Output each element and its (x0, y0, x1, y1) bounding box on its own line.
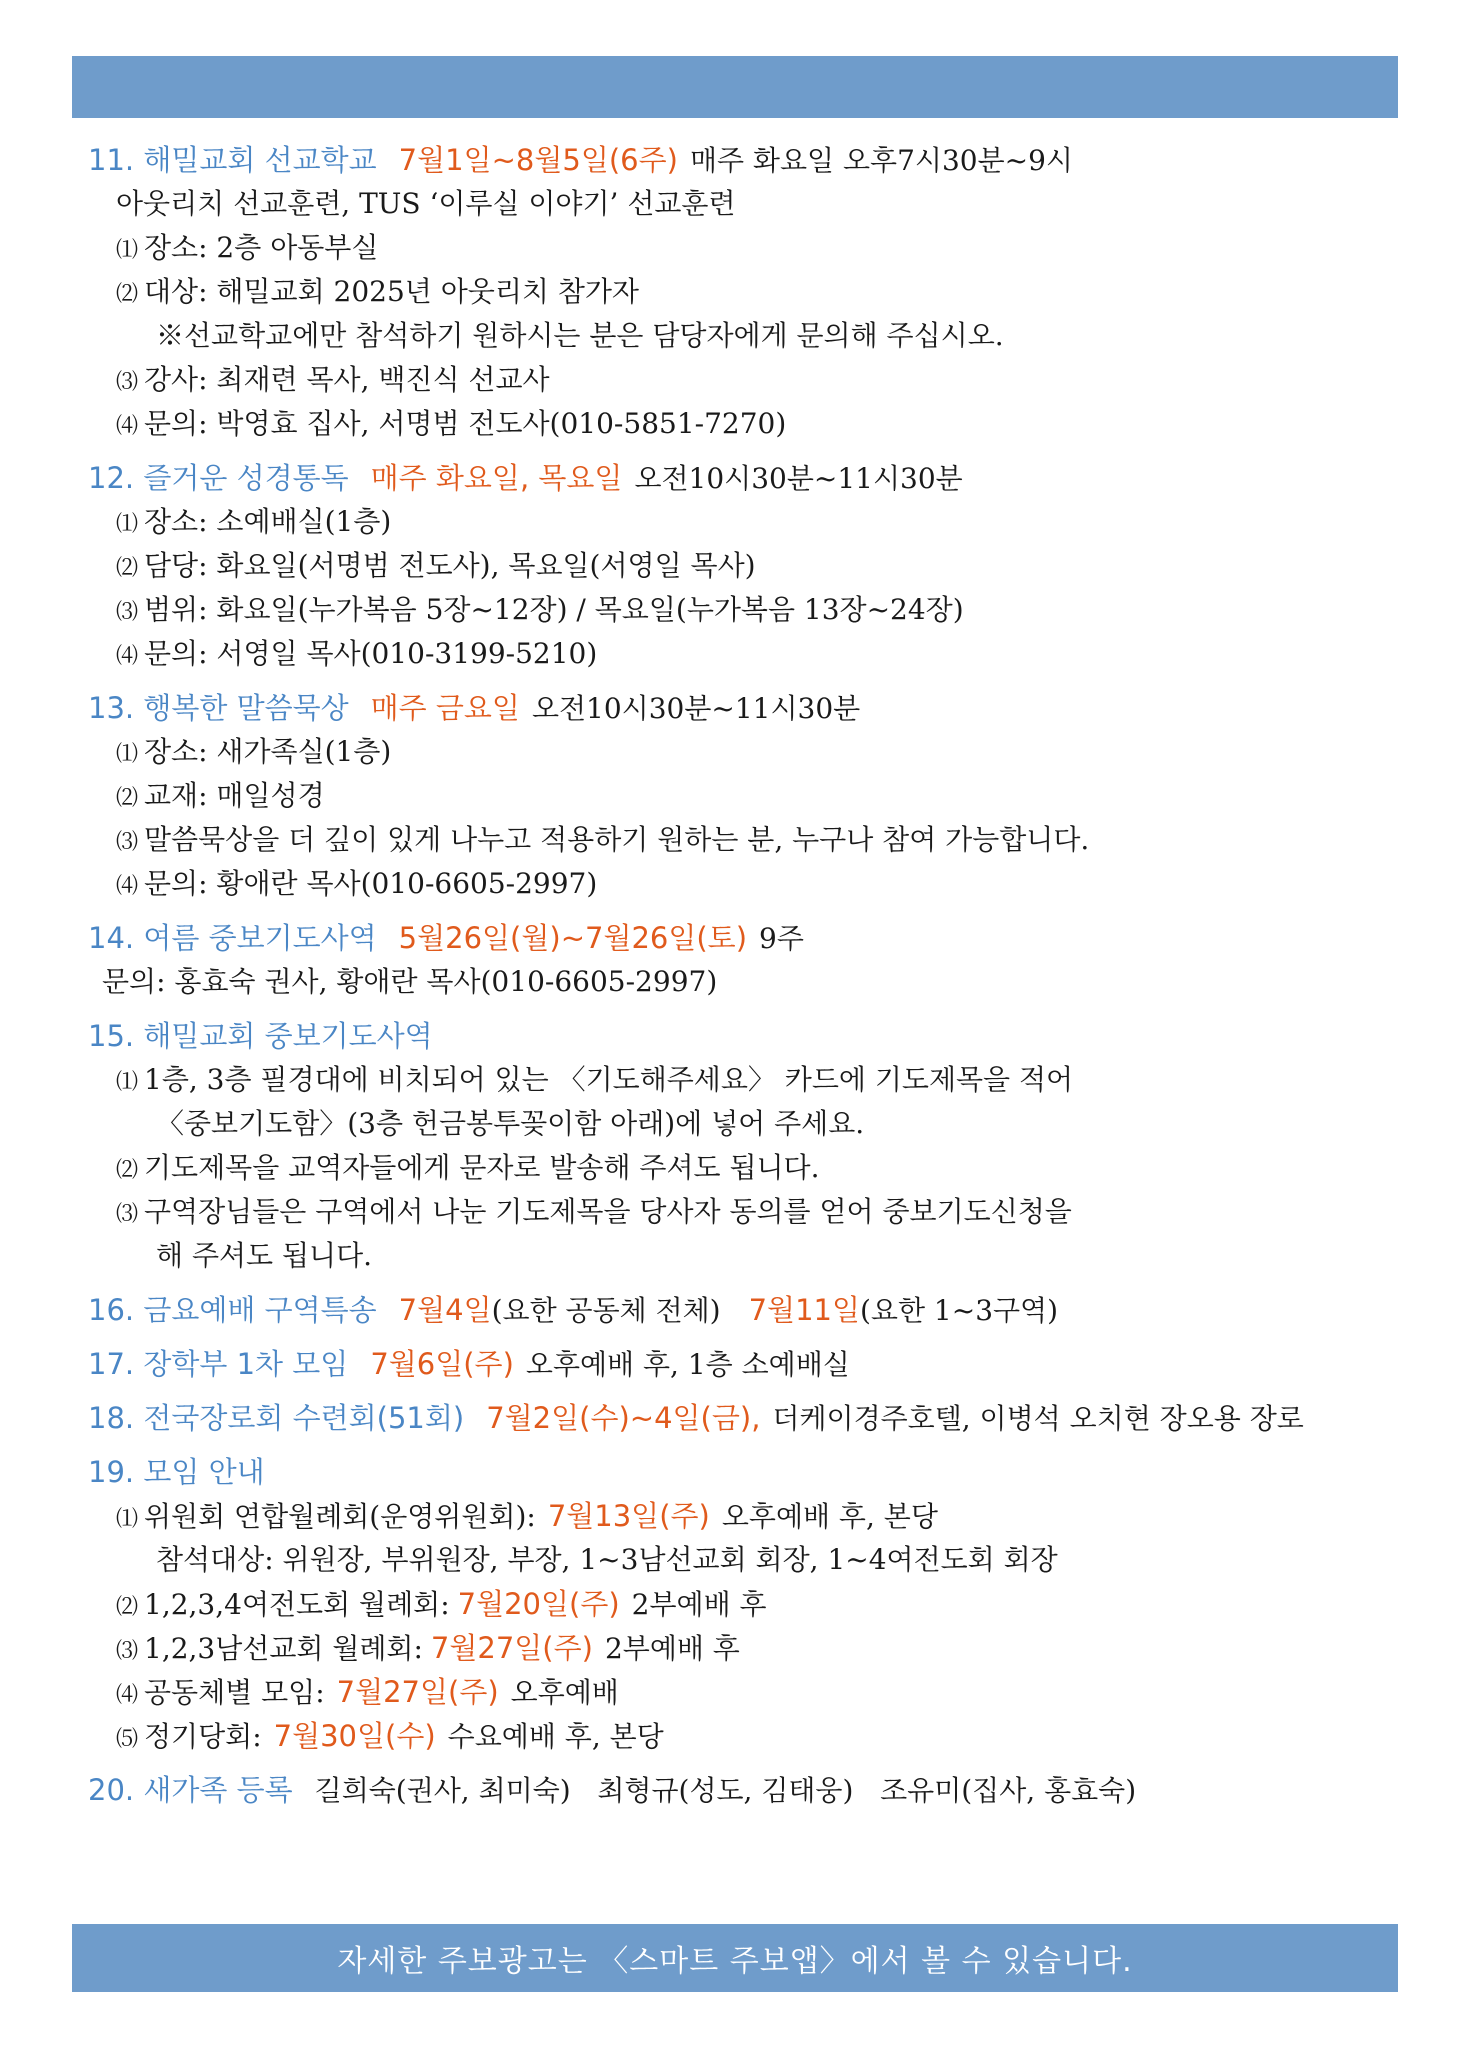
item-marker: ⑴ (116, 238, 139, 263)
date-highlight: 7월4일 (398, 1293, 492, 1327)
section-text: (요한 공동체 전체) (491, 1294, 721, 1327)
section-title: 19. 모임 안내 (88, 1455, 265, 1489)
section-title: 17. 장학부 1차 모임 (88, 1347, 349, 1381)
top-header-bar (72, 56, 1398, 118)
list-item-continued: 해 주셔도 됩니다. (156, 1239, 373, 1272)
section-text: 오전10시30분~11시30분 (531, 692, 861, 725)
section-title: 12. 즐거운 성경통독 (88, 461, 349, 495)
list-item: ⑸ 정기당회: 7월30일(수) 수요예배 후, 본당 (88, 1714, 1388, 1758)
list-item: ⑴ 1층, 3층 필경대에 비치되어 있는 〈기도해주세요〉 카드에 기도제목을 적어 (88, 1058, 1388, 1102)
section-text: 매주 화요일 오후7시30분~9시 (689, 144, 1073, 177)
item-marker: ⑶ (116, 1639, 139, 1664)
list-item: ⑶ 강사: 최재련 목사, 백진식 선교사 (88, 358, 1388, 402)
section-text: 오후예배 후, 1층 소예배실 (525, 1348, 850, 1381)
item-marker: ⑶ (116, 830, 139, 855)
section-title: 15. 해밀교회 중보기도사역 (88, 1019, 433, 1053)
item-marker: ⑵ (116, 1158, 139, 1183)
date-highlight: 매주 금요일 (370, 691, 520, 725)
date-highlight: 7월6일(주) (370, 1347, 514, 1381)
list-item: ⑵ 기도제목을 교역자들에게 문자로 발송해 주셔도 됩니다. (88, 1146, 1388, 1190)
item-marker: ⑶ (116, 370, 139, 395)
list-item: ⑴ 위원회 연합월례회(운영위원회): 7월13일(주) 오후예배 후, 본당 (88, 1494, 1388, 1538)
section-13 (88, 686, 1388, 906)
item-marker: ⑴ (116, 1070, 139, 1095)
section-text: 더케이경주호텔, 이병석 오치현 장오용 장로 (772, 1402, 1304, 1435)
section-text: 9주 (759, 922, 804, 955)
list-item: ⑴ 장소: 소예배실(1층) (88, 500, 1388, 544)
item-marker: ⑴ (116, 742, 139, 767)
item-marker: ⑷ (116, 644, 139, 669)
item-marker: ⑴ (116, 1507, 139, 1532)
section-11 (88, 138, 1388, 446)
list-item: ⑴ 장소: 2층 아동부실 (88, 226, 1388, 270)
date-highlight: 5월26일(월)~7월26일(토) (398, 921, 748, 955)
item-marker: ⑵ (116, 786, 139, 811)
list-item: ⑶ 1,2,3남선교회 월례회: 7월27일(주) 2부예배 후 (88, 1626, 1388, 1670)
date-highlight: 7월20일(주) (457, 1587, 620, 1621)
section-text: 길희숙(권사, 최미숙) 최형규(성도, 김태웅) 조유미(집사, 홍효숙) (314, 1774, 1137, 1807)
list-item: ⑶ 말씀묵상을 더 깊이 있게 나누고 적용하기 원하는 분, 누구나 참여 가능합니다. (88, 818, 1388, 862)
list-item: ⑶ 범위: 화요일(누가복음 5장~12장) / 목요일(누가복음 13장~24장) (88, 588, 1388, 632)
section-20 (88, 1768, 1388, 1812)
date-highlight: 7월1일~8월5일(6주) (398, 143, 678, 177)
list-item: ⑵ 담당: 화요일(서명범 전도사), 목요일(서영일 목사) (88, 544, 1388, 588)
list-item: ⑶ 구역장님들은 구역에서 나눈 기도제목을 당사자 동의를 얻어 중보기도신청을 (88, 1190, 1388, 1234)
section-15 (88, 1014, 1388, 1278)
list-item: ⑷ 공동체별 모임: 7월27일(주) 오후예배 (88, 1670, 1388, 1714)
note-text: ※선교학교에만 참석하기 원하시는 분은 담당자에게 문의해 주십시오. (156, 319, 1004, 352)
item-marker: ⑷ (116, 414, 139, 439)
list-item: ⑵ 교재: 매일성경 (88, 774, 1388, 818)
date-highlight: 7월27일(주) (336, 1675, 499, 1709)
section-16 (88, 1288, 1388, 1332)
item-marker: ⑵ (116, 282, 139, 307)
date-highlight: 7월13일(주) (547, 1499, 710, 1533)
section-text: (요한 1~3구역) (860, 1294, 1059, 1327)
section-title: 13. 행복한 말씀묵상 (88, 691, 349, 725)
section-12 (88, 456, 1388, 676)
date-highlight: 7월11일 (748, 1293, 860, 1327)
section-text: 오전10시30분~11시30분 (634, 462, 963, 495)
section-title: 11. 해밀교회 선교학교 (88, 143, 377, 177)
section-14 (88, 916, 1388, 1004)
section-title: 20. 새가족 등록 (88, 1773, 293, 1807)
item-marker: ⑷ (116, 874, 139, 899)
section-subtitle: 문의: 홍효숙 권사, 황애란 목사(010-6605-2997) (102, 965, 718, 998)
list-item: ⑷ 문의: 황애란 목사(010-6605-2997) (88, 862, 1388, 906)
list-item-continued: 참석대상: 위원장, 부위원장, 부장, 1~3남선교회 회장, 1~4여전도회 회장 (156, 1543, 1058, 1576)
item-marker: ⑸ (116, 1727, 139, 1752)
item-marker: ⑵ (116, 556, 139, 581)
section-18 (88, 1396, 1388, 1440)
bottom-banner-text: 자세한 주보광고는 〈스마트 주보앱〉에서 볼 수 있습니다. (337, 1944, 1133, 1979)
date-highlight: 7월27일(주) (430, 1631, 593, 1665)
date-highlight: 7월30일(수) (273, 1719, 436, 1753)
list-item: ⑷ 문의: 서영일 목사(010-3199-5210) (88, 632, 1388, 676)
section-17 (88, 1342, 1388, 1386)
section-title: 16. 금요예배 구역특송 (88, 1293, 377, 1327)
bottom-banner (72, 1924, 1398, 1992)
list-item-continued: 〈중보기도함〉(3층 헌금봉투꽂이함 아래)에 넣어 주세요. (156, 1107, 865, 1140)
section-title: 14. 여름 중보기도사역 (88, 921, 377, 955)
list-item: ⑵ 대상: 해밀교회 2025년 아웃리치 참가자 (88, 270, 1388, 314)
announcements (88, 138, 1388, 1822)
item-marker: ⑶ (116, 600, 139, 625)
list-item: ⑵ 1,2,3,4여전도회 월례회: 7월20일(주) 2부예배 후 (88, 1582, 1388, 1626)
section-subtitle: 아웃리치 선교훈련, TUS ‘이루실 이야기’ 선교훈련 (116, 187, 736, 220)
item-marker: ⑷ (116, 1683, 139, 1708)
section-19 (88, 1450, 1388, 1758)
item-marker: ⑶ (116, 1202, 139, 1227)
list-item: ⑴ 장소: 새가족실(1층) (88, 730, 1388, 774)
item-marker: ⑵ (116, 1595, 139, 1620)
date-highlight: 7월2일(수)~4일(금), (486, 1401, 761, 1435)
section-title: 18. 전국장로회 수련회(51회) (88, 1401, 465, 1435)
date-highlight: 매주 화요일, 목요일 (370, 461, 623, 495)
item-marker: ⑴ (116, 512, 139, 537)
list-item: ⑷ 문의: 박영효 집사, 서명범 전도사(010-5851-7270) (88, 402, 1388, 446)
